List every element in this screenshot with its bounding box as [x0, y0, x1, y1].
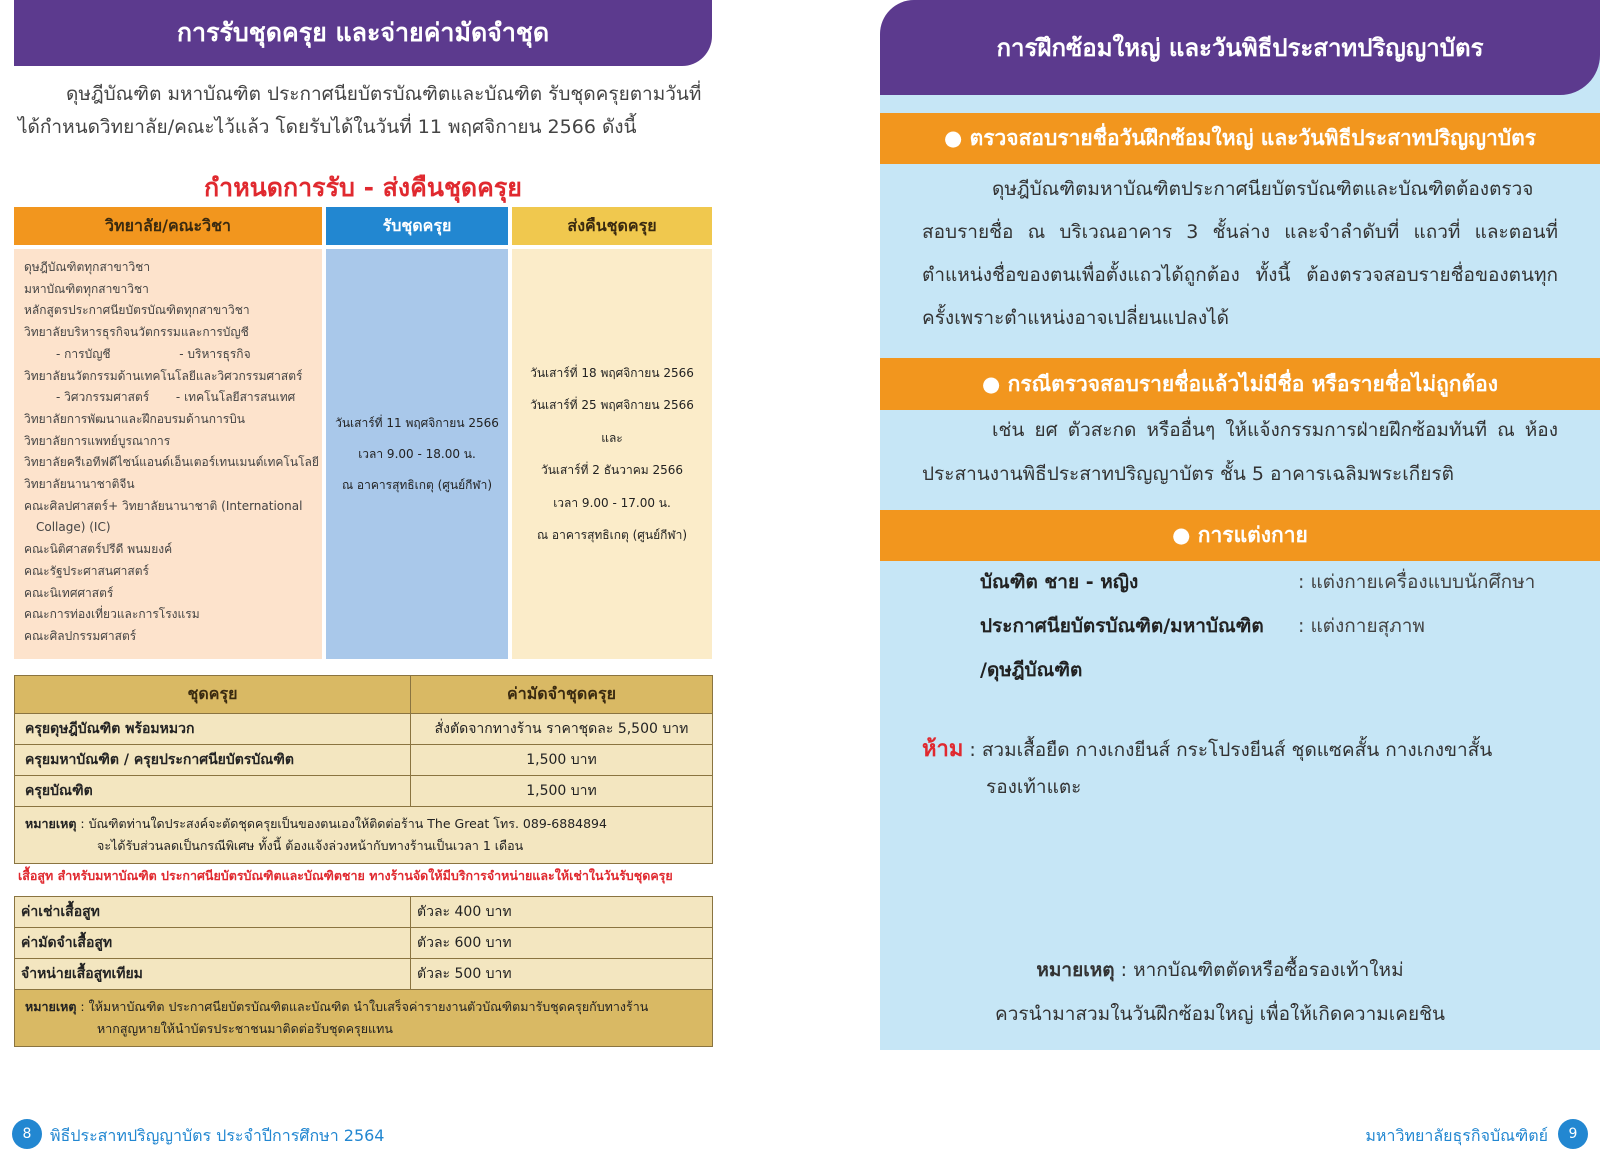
suit-name: จำหน่ายเสื้อสูทเทียม [15, 959, 411, 990]
return-place: ณ อาคารสุทธิเกตุ (ศูนย์กีฬา) [536, 528, 688, 542]
table-row [15, 745, 713, 776]
suit-note [15, 990, 713, 1047]
faculty-item: วิทยาลัยบริหารธุรกิจนวัตกรรมและการบัญชี [24, 325, 249, 340]
note-label: หมายเหตุ [1036, 959, 1115, 981]
faculty-item: วิทยาลัยนวัตกรรมด้านเทคโนโลยีและวิศวกรรมศาสตร์ [24, 368, 303, 383]
schedule-table [14, 207, 712, 659]
return-date-2: วันเสาร์ที่ 25 พฤศจิกายน 2566 [530, 398, 694, 412]
note-line: : บัณฑิตท่านใดประสงค์จะตัดชุดครุยเป็นของตนเองให้ติดต่อร้าน The Great โทร. 089-6884894 [76, 816, 607, 831]
ban-label: ห้าม [922, 737, 964, 762]
table-row [15, 776, 713, 807]
right-note [900, 948, 1540, 1036]
suit-price: ตัวละ 400 บาท [411, 897, 713, 928]
schedule-header-faculty: วิทยาลัย/คณะวิชา [14, 207, 324, 247]
page-number-right: 9 [1558, 1119, 1588, 1149]
table-row [15, 959, 713, 990]
faculty-subitem: - วิศวกรรมศาสตร์ - เทคโนโลยีสารสนเทศ [56, 390, 296, 405]
faculty-item: คณะนิติศาสตร์ปรีดี พนมยงค์ [24, 542, 173, 557]
dress-who: ประกาศนียบัตรบัณฑิต/มหาบัณฑิต [980, 615, 1264, 637]
fee-header-deposit: ค่ามัดจำชุดครุย [411, 676, 713, 714]
section-missing-name-title: ● กรณีตรวจสอบรายชื่อแล้วไม่มีชื่อ หรือรายชื่อไม่ถูกต้อง [880, 358, 1600, 410]
table-row [15, 928, 713, 959]
page-number-left: 8 [12, 1119, 42, 1149]
right-page-header: การฝึกซ้อมใหญ่ และวันพิธีประสาทปริญญาบัตร [880, 0, 1600, 95]
fee-header-gown: ชุดครุย [15, 676, 411, 714]
faculty-item: วิทยาลัยการแพทย์บูรณาการ [24, 433, 171, 448]
section-check-names-text: ดุษฎีบัณฑิตมหาบัณฑิตประกาศนียบัตรบัณฑิตและบัณฑิตต้องตรวจสอบรายชื่อ ณ บริเวณอาคาร 3 ชั้นล่าง และจำลำดับที่ แถวที่ และตอนที่ตำแหน่งชื่อของตนเพื่อตั้งแถวได้ถูกต้อง ทั้งนี้ ต้องตรวจสอบรายชื่อของตนทุกครั้งเพราะตำแหน่งอาจเปลี่ยนแปลงได้ [922, 178, 1558, 329]
note-line: : ให้มหาบัณฑิต ประกาศนียบัตรบัณฑิตและบัณฑิต นำใบเสร็จค่ารายงานตัวบัณฑิตมารับชุดครุยกับทางร้าน [76, 999, 649, 1014]
section-check-names-title: ● ตรวจสอบรายชื่อวันฝึกซ้อมใหญ่ และวันพิธีประสาทปริญญาบัตร [880, 113, 1600, 164]
faculty-item: วิทยาลัยครีเอทีฟดีไซน์แอนด์เอ็นเตอร์เทนเมนต์เทคโนโลยี [24, 455, 319, 470]
note-label: หมายเหตุ [25, 999, 77, 1014]
receive-date: วันเสาร์ที่ 11 พฤศจิกายน 2566 [335, 415, 499, 430]
dress-who: /ดุษฎีบัณฑิต [980, 659, 1083, 681]
faculty-subitem: - การบัญชี - บริหารธุรกิจ [56, 346, 251, 361]
faculty-item: วิทยาลัยการพัฒนาและฝึกอบรมด้านการบิน [24, 411, 245, 426]
faculty-item: ดุษฎีบัณฑิตทุกสาขาวิชา [24, 260, 151, 274]
gown-name: ครุยดุษฎีบัณฑิต พร้อมหมวก [15, 714, 411, 745]
return-info [510, 247, 712, 659]
note-label: หมายเหตุ [25, 816, 77, 831]
suit-fee-table [14, 896, 713, 1047]
faculty-item: คณะนิเทศศาสตร์ [24, 585, 114, 600]
faculty-item: คณะรัฐประศาสนศาสตร์ [24, 563, 149, 578]
faculty-item: คณะศิลปกรรมศาสตร์ [24, 628, 137, 643]
receive-info [324, 247, 510, 659]
suit-notice: เสื้อสูท สำหรับมหาบัณฑิต ประกาศนียบัตรบัณฑิตและบัณฑิตชาย ทางร้านจัดให้มีบริการจำหน่ายและให้เช่าในวันรับชุดครุย [18, 868, 673, 883]
dress-who: บัณฑิต ชาย - หญิง [980, 571, 1139, 593]
suit-name: ค่าเช่าเสื้อสูท [15, 897, 411, 928]
faculty-item: หลักสูตรประกาศนียบัตรบัณฑิตทุกสาขาวิชา [24, 303, 250, 318]
gown-name: ครุยบัณฑิต [15, 776, 411, 807]
table-row [15, 714, 713, 745]
schedule-header-receive: รับชุดครุย [324, 207, 510, 247]
fee-note [15, 807, 713, 864]
note-line: จะได้รับส่วนลดเป็นกรณีพิเศษ ทั้งนี้ ต้องแจ้งล่วงหน้ากับทางร้านเป็นเวลา 1 เดือน [97, 838, 524, 853]
receive-time: เวลา 9.00 - 18.00 น. [358, 446, 476, 461]
return-date-3: วันเสาร์ที่ 2 ธันวาคม 2566 [540, 463, 684, 477]
section-missing-name-text: เช่น ยศ ตัวสะกด หรืออื่นๆ ให้แจ้งกรรมการฝ่ายฝึกซ้อมทันที ณ ห้องประสานงานพิธีประสาทปริญญาบัตร ชั้น 5 อาคารเฉลิมพระเกียรติ [922, 419, 1558, 485]
schedule-header-return: ส่งคืนชุดครุย [510, 207, 712, 247]
table-row [15, 897, 713, 928]
faculty-item: Collage) (IC) [36, 520, 111, 535]
footer-right-text: มหาวิทยาลัยธุรกิจบัณฑิตย์ [1365, 1126, 1548, 1145]
ban-line: : สวมเสื้อยืด กางเกงยีนส์ กระโปรงยีนส์ ชุดแซคสั้น กางเกงขาสั้น [963, 739, 1493, 761]
faculty-list [14, 247, 324, 659]
suit-name: ค่ามัดจำเสื้อสูท [15, 928, 411, 959]
gown-price: 1,500 บาท [411, 776, 713, 807]
left-page-header: การรับชุดครุย และจ่ายค่ามัดจำชุด [14, 0, 712, 66]
return-date-1: วันเสาร์ที่ 18 พฤศจิกายน 2566 [530, 365, 694, 380]
ban-line: รองเท้าแตะ [986, 776, 1082, 798]
faculty-item: คณะการท่องเที่ยวและการโรงแรม [24, 607, 200, 622]
table-row [15, 990, 713, 1047]
gown-name: ครุยมหาบัณฑิต / ครุยประกาศนียบัตรบัณฑิต [15, 745, 411, 776]
note-line: หากสูญหายให้นำบัตรประชาชนมาติดต่อรับชุดครุยแทน [97, 1021, 393, 1036]
return-and: และ [601, 430, 623, 445]
gown-price: 1,500 บาท [411, 745, 713, 776]
ban-rule [922, 728, 1492, 772]
faculty-item: คณะศิลปศาสตร์+ วิทยาลัยนานาชาติ (International [24, 498, 303, 513]
dress-what: : แต่งกายเครื่องแบบนักศึกษา [1298, 571, 1536, 593]
dress-what: : แต่งกายสุภาพ [1298, 615, 1425, 637]
suit-price: ตัวละ 600 บาท [411, 928, 713, 959]
note-line: ควรนำมาสวมในวันฝึกซ้อมใหญ่ เพื่อให้เกิดความเคยชิน [994, 1003, 1445, 1025]
suit-price: ตัวละ 500 บาท [411, 959, 713, 990]
gown-price: สั่งตัดจากทางร้าน ราคาชุดละ 5,500 บาท [411, 714, 713, 745]
schedule-title: กำหนดการรับ - ส่งคืนชุดครุย [204, 173, 522, 202]
faculty-item: มหาบัณฑิตทุกสาขาวิชา [24, 281, 149, 296]
note-line: : หากบัณฑิตตัดหรือซื้อรองเท้าใหม่ [1114, 959, 1404, 981]
receive-place: ณ อาคารสุทธิเกตุ (ศูนย์กีฬา) [341, 477, 493, 492]
table-row [15, 807, 713, 864]
section-dress-title: ● การแต่งกาย [880, 510, 1600, 561]
return-time: เวลา 9.00 - 17.00 น. [553, 495, 671, 510]
faculty-item: วิทยาลัยนานาชาติจีน [24, 477, 135, 492]
intro-paragraph: ดุษฎีบัณฑิต มหาบัณฑิต ประกาศนียบัตรบัณฑิตและบัณฑิต รับชุดครุยตามวันที่ได้กำหนดวิทยาลัย/คณะไว้แล้ว โดยรับได้ในวันที่ 11 พฤศจิกายน 2566 ดังนี้ [18, 83, 702, 138]
gown-fee-table [14, 675, 713, 864]
footer-left-text: พิธีประสาทปริญญาบัตร ประจำปีการศึกษา 2564 [50, 1126, 385, 1145]
